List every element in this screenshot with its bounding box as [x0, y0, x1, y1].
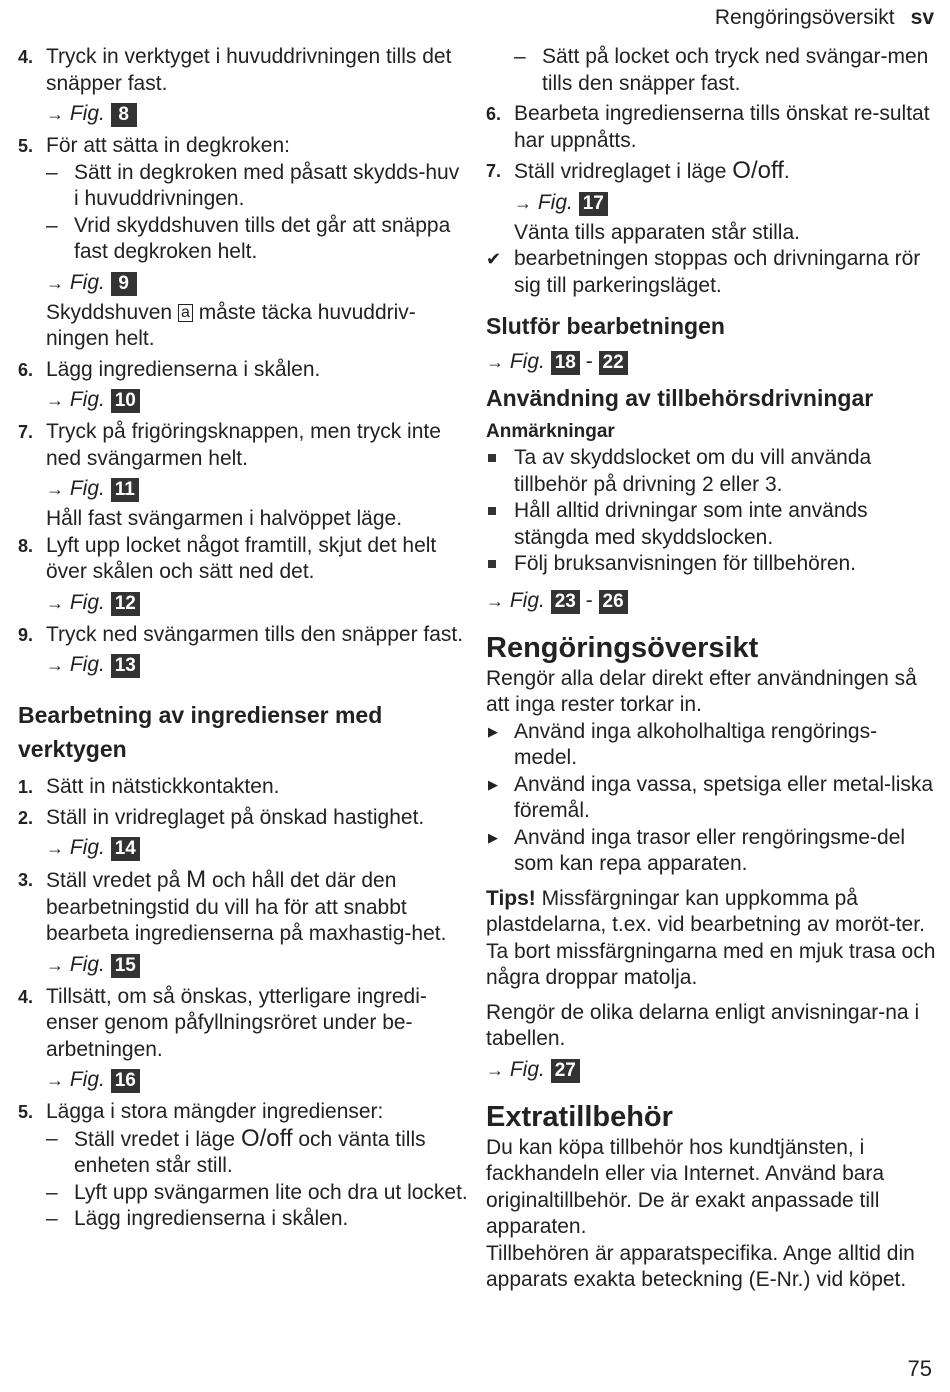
fig-label: Fig. [69, 836, 105, 859]
square-bullet-icon [488, 560, 496, 568]
fig-label: Fig. [69, 653, 105, 676]
step-7 [486, 158, 936, 246]
fig-label: Fig. [69, 388, 105, 411]
step-9 [18, 622, 468, 681]
speed-symbol: M [186, 866, 207, 893]
step-text: Tryck på frigöringsknappen, men tryck inte ned svängarmen helt. [46, 420, 441, 470]
warning-item [486, 772, 936, 825]
step-text: Tillsätt, om så önskas, ytterligare ingredi-enser genom påfyllningsröret under be-arbetningen. [46, 984, 427, 1061]
triangle-bullet-icon: ▶ [488, 723, 498, 739]
fig-ref [486, 586, 936, 616]
square-bullet-icon [488, 454, 496, 462]
step-b2 [18, 805, 468, 864]
fig-label: Fig. [69, 952, 105, 976]
section-heading: Användning av tillbehörsdrivningar [486, 385, 874, 411]
dash-text: och vänta tills enheten står still. [74, 1127, 426, 1177]
step-text: Lyft upp locket något framtill, skjut det helt över skålen och sätt ned det. [46, 533, 437, 583]
fig-ref [46, 833, 468, 863]
dash-item [46, 1126, 468, 1180]
page-header [715, 6, 934, 30]
square-bullet-icon [488, 507, 496, 515]
step-text: Tryck in verktyget i huvuddrivningen tills det snäpper fast. [46, 45, 452, 95]
step-number: 1. [18, 777, 34, 797]
result-text: bearbetningen stoppas och drivningarna rör sig till parkeringsläget. [514, 247, 921, 297]
range-separator: - [585, 350, 593, 373]
fig-badge: 18 [551, 351, 580, 375]
off-symbol: O/off [240, 1124, 293, 1152]
note-text: måste täcka huvuddriv-ningen helt. [46, 300, 416, 350]
note-item [486, 551, 936, 578]
arrow-icon: → [46, 592, 64, 613]
warning-item [486, 719, 936, 772]
fig-ref [46, 474, 468, 504]
section-heading: Bearbetning av ingredienser med verktygen [18, 702, 383, 762]
dash-item: – Vrid skyddshuven tills det går att snäppa fast degkroken helt. [46, 213, 468, 266]
fig-badge: 22 [599, 351, 628, 375]
arrow-icon: → [486, 352, 504, 372]
fig-label: Fig. [69, 102, 105, 125]
step-text: och håll det där den bearbetningstid du vill ha för att snabbt bearbeta ingredienserna på maxhastig-het. [46, 869, 447, 945]
arrow-icon: → [46, 1070, 64, 1090]
fig-badge: 9 [111, 272, 137, 296]
paragraph: Rengör de olika delarna enligt anvisningar-na i tabellen. [486, 1000, 920, 1050]
paragraph: Tillbehören är apparatspecifika. Ange alltid din apparats exakta beteckning (E-Nr.) vid köpet. [486, 1241, 915, 1291]
step-text: Ställ vridreglaget i läge [514, 160, 727, 183]
fig-badge: 26 [599, 590, 628, 614]
fig-ref [486, 1055, 936, 1085]
result-item [486, 246, 936, 299]
triangle-bullet-icon: ▶ [488, 776, 498, 792]
arrow-icon: → [46, 655, 64, 675]
right-column [486, 44, 936, 1294]
step-number: 3. [18, 870, 34, 890]
step-text: Ställ in vridreglaget på önskad hastighet. [46, 805, 425, 829]
range-separator: - [585, 588, 593, 612]
note-text: Håll alltid drivningar som inte används stängda med skyddslocken. [514, 499, 868, 549]
fig-label: Fig. [69, 477, 105, 500]
step-number: 6. [18, 359, 34, 380]
fig-ref [46, 268, 468, 298]
arrow-icon: → [486, 1059, 504, 1080]
step-8 [18, 533, 468, 618]
header-section: Rengöringsöversikt [714, 6, 895, 29]
dash-item: – Sätt in degkroken med påsatt skydds-huv i huvuddrivningen. [46, 160, 468, 213]
fig-badge: 27 [551, 1059, 580, 1083]
fig-label: Fig. [509, 1057, 545, 1081]
fig-badge: 8 [111, 103, 137, 127]
fig-ref [46, 588, 468, 618]
triangle-bullet-icon: ▶ [488, 829, 498, 845]
step-b4 [18, 984, 468, 1096]
step-6 [18, 357, 468, 416]
step-note [46, 300, 468, 353]
warning-text: Använd inga trasor eller rengöringsme-del som kan repa apparaten. [514, 825, 906, 875]
note-item [486, 498, 936, 551]
arrow-icon: → [514, 192, 532, 213]
step-number: 5. [18, 1102, 34, 1122]
arrow-icon: → [46, 838, 64, 858]
note-text: Skyddshuven [46, 300, 173, 324]
left-column [18, 44, 468, 1233]
fig-badge: 14 [111, 837, 140, 861]
warning-text: Använd inga vassa, spetsiga eller metal-liska föremål. [514, 772, 934, 822]
step-5-continued [486, 44, 936, 97]
step-text: Sätt in nätstickkontakten. [46, 775, 280, 798]
fig-ref [514, 188, 936, 218]
arrow-icon: → [46, 390, 64, 410]
arrow-icon: → [46, 479, 64, 499]
step-7 [18, 419, 468, 533]
fig-ref [486, 347, 936, 377]
warning-item [486, 825, 936, 878]
section-heading: Slutför bearbetningen [486, 313, 725, 339]
dash-item: – Lyft upp svängarmen lite och dra ut locket. [46, 1180, 468, 1207]
fig-badge: 11 [111, 478, 139, 502]
fig-label: Fig. [509, 588, 545, 612]
step-text: För att sätta in degkroken: [46, 134, 290, 157]
step-b5 [18, 1099, 468, 1233]
dash-text: Ställ vredet i läge [74, 1127, 236, 1151]
tips-text: Missfärgningar kan uppkomma på plastdelarna, t.ex. vid bearbetning av moröt-ter. Ta bort missfärgningarna med en mjuk trasa och några droppar matolja. [486, 886, 936, 989]
fig-badge: 15 [111, 954, 140, 978]
fig-ref [46, 99, 468, 129]
fig-badge: 10 [111, 389, 140, 413]
main-heading: Extratillbehör [486, 1100, 673, 1133]
step-note: Vänta tills apparaten står stilla. [514, 220, 800, 244]
arrow-icon: → [486, 590, 504, 611]
step-4 [18, 44, 468, 129]
step-number: 7. [18, 422, 34, 442]
fig-label: Fig. [509, 350, 545, 373]
step-text: Lägga i stora mängder ingredienser: [46, 1100, 384, 1123]
step-number: 8. [18, 535, 34, 556]
fig-ref [46, 950, 468, 980]
fig-label: Fig. [69, 590, 105, 614]
fig-badge: 16 [111, 1069, 140, 1093]
step-text: Tryck ned svängarmen tills den snäpper fast. [46, 622, 464, 646]
step-number: 4. [18, 47, 34, 67]
fig-label: Fig. [537, 190, 573, 214]
callout-box: a [178, 304, 193, 322]
step-text: Lägg ingredienserna i skålen. [46, 357, 321, 381]
step-b1 [18, 774, 468, 801]
paragraph: Rengör alla delar direkt efter användningen så att inga rester torkar in. [486, 666, 917, 716]
fig-badge: 17 [579, 192, 608, 216]
fig-ref [46, 650, 468, 680]
tips-paragraph [486, 886, 936, 992]
step-b3 [18, 867, 468, 980]
fig-badge: 13 [111, 654, 140, 678]
header-lang: sv [910, 6, 934, 29]
step-number: 5. [18, 136, 34, 156]
arrow-icon: → [46, 954, 64, 975]
check-icon: ✔ [486, 249, 502, 269]
paragraph: Du kan köpa tillbehör hos kundtjänsten, i fackhandeln eller via Internet. Använd bara originaltillbehör. De är exakt anpassade till apparaten. [486, 1135, 885, 1238]
note-text: Följ bruksanvisningen för tillbehören. [514, 552, 857, 575]
fig-ref [46, 1065, 468, 1095]
note-item [486, 445, 936, 498]
step-text: Ställ vredet på [46, 869, 181, 892]
fig-ref [46, 385, 468, 415]
arrow-icon: → [46, 272, 64, 293]
step-number: 4. [18, 986, 34, 1007]
arrow-icon: → [46, 104, 64, 124]
fig-label: Fig. [69, 270, 105, 294]
page-number: 75 [907, 1356, 932, 1381]
dash-item: – Sätt på locket och tryck ned svängar-men tills den snäpper fast. [514, 44, 936, 97]
tips-label: Tips! [486, 886, 536, 910]
dash-item: – Lägg ingredienserna i skålen. [46, 1206, 468, 1233]
warning-text: Använd inga alkoholhaltiga rengörings-medel. [514, 719, 878, 769]
step-number: 2. [18, 807, 34, 828]
fig-badge: 23 [551, 590, 580, 614]
step-number: 7. [486, 161, 502, 181]
step-text: Bearbeta ingredienserna tills önskat re-sultat har uppnåtts. [514, 102, 930, 152]
fig-label: Fig. [69, 1068, 105, 1091]
step-number: 6. [486, 104, 502, 124]
fig-badge: 12 [111, 592, 140, 616]
notes-heading: Anmärkningar [486, 421, 615, 442]
step-5 [18, 133, 468, 353]
note-text: Ta av skyddslocket om du vill använda tillbehör på drivning 2 eller 3. [514, 446, 872, 496]
main-heading: Rengöringsöversikt [486, 631, 759, 664]
step-6 [486, 101, 936, 154]
step-text: . [783, 160, 790, 183]
off-symbol: O/off [732, 157, 784, 184]
step-number: 9. [18, 624, 34, 645]
step-note: Håll fast svängarmen i halvöppet läge. [46, 507, 403, 530]
